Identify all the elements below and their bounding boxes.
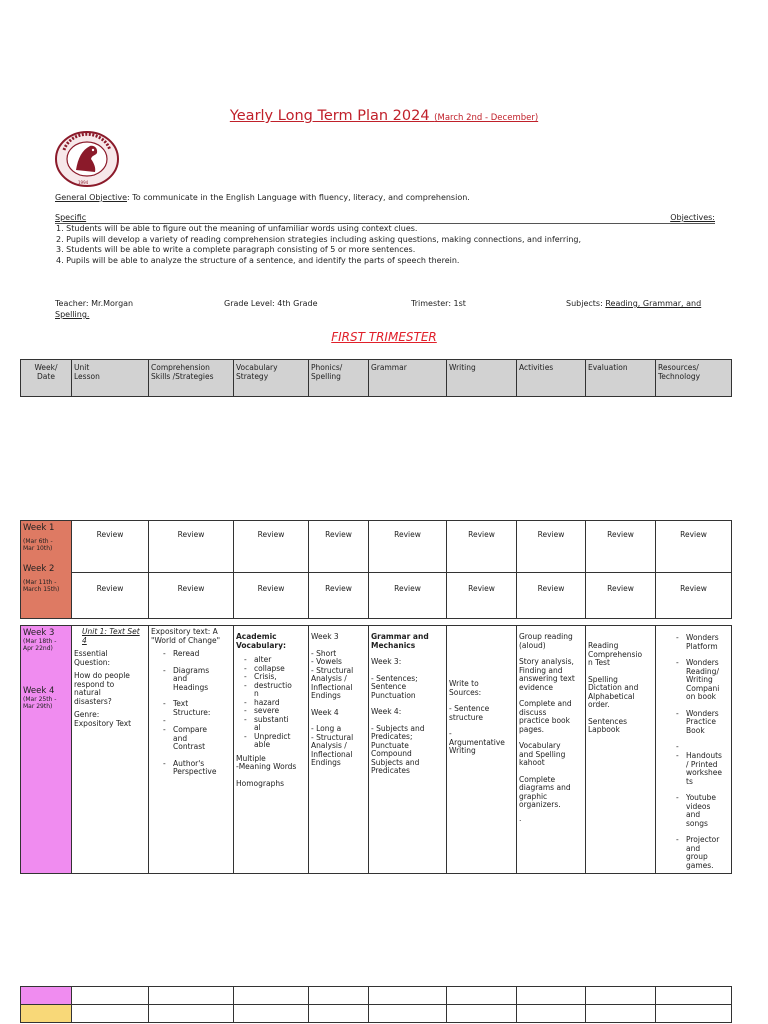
week-date: (Mar 18th - Apr 22nd) (23, 638, 57, 652)
list-item: - Wonders Practice Book (674, 710, 729, 736)
review-cell: Review (517, 521, 586, 573)
multiple-meaning-words: Multiple -Meaning Words (236, 753, 297, 771)
subjects-value: Reading, Grammar, and (605, 299, 702, 308)
subjects-label: Subjects: (566, 299, 603, 308)
vocabulary-list (236, 656, 306, 750)
school-seal-logo (54, 130, 120, 188)
phonics-week3: Week 3 (311, 632, 339, 641)
table-cell (149, 987, 234, 1005)
review-cell: Review (309, 521, 369, 573)
evaluation-cell (586, 626, 656, 874)
vocabulary-cell (234, 626, 309, 874)
list-item: - Text Structure: (161, 700, 231, 717)
writing-cell (447, 626, 517, 874)
grammar-week3: Week 3: (371, 657, 402, 666)
week-cell (21, 1005, 72, 1023)
col-header-grammar: Grammar (369, 360, 447, 397)
homographs: Homographs (236, 778, 284, 788)
table-cell (517, 987, 586, 1005)
vocabulary-title: Academic Vocabulary: (236, 632, 286, 650)
table-row (21, 987, 732, 1005)
table-cell (586, 1005, 656, 1023)
writing-argumentative: - Argumentative Writing (449, 729, 505, 755)
evaluation-item: Sentences Lapbook (588, 716, 628, 734)
review-cell: Review (656, 521, 732, 573)
objective-item: 2. Pupils will develop a variety of reading comprehension strategies including asking questions, making connections, and inferring, (56, 234, 582, 244)
lesson-weeks-table (20, 625, 732, 874)
objective-item: 3. Students will be able to write a complete paragraph consisting of 5 or more sentences. (56, 245, 416, 254)
activity-item: Complete and discuss practice book pages. (519, 699, 572, 734)
list-item: - severe (242, 707, 306, 716)
phonics-week3-items: - Short - Vowels - Structural Analysis / Inflectional Endings (311, 648, 354, 700)
week-label: Week 3 (23, 628, 55, 638)
resources-cell (656, 626, 732, 874)
list-item: - Unpredict able (242, 733, 306, 750)
col-header-vocabulary: Vocabulary Strategy (234, 360, 309, 397)
list-item: - Author's Perspective (161, 760, 231, 777)
grade-level (224, 299, 318, 310)
grade-level-word: Grade (293, 299, 318, 308)
review-weeks-table (20, 520, 732, 619)
table-cell (369, 987, 447, 1005)
table-cell (369, 1005, 447, 1023)
table-cell (234, 1005, 309, 1023)
activity-item: Vocabulary and Spelling kahoot (519, 741, 566, 767)
grammar-week4-items: - Subjects and Predicates; Punctuate Compound Subjects and Predicates (371, 723, 425, 775)
review-cell: Review (586, 521, 656, 573)
col-header-unit: Unit Lesson (72, 360, 149, 397)
table-row (21, 521, 732, 573)
evaluation-item: Spelling Dictation and Alphabetical order. (588, 674, 639, 709)
week-cell (21, 987, 72, 1005)
review-cell: Review (369, 521, 447, 573)
unit-title: Unit 1: Text Set 4 (82, 627, 140, 645)
title-date-range: (March 2nd - December) (434, 113, 539, 123)
objective-item: 4. Pupils will be able to analyze the structure of a sentence, and identify the parts of speech therein. (56, 255, 460, 265)
col-header-phonics: Phonics/ Spelling (309, 360, 369, 397)
general-objective (55, 193, 715, 204)
week-label: Week 1 (23, 523, 55, 533)
review-cell: Review (234, 521, 309, 573)
subjects (566, 299, 701, 310)
col-header-evaluation: Evaluation (586, 360, 656, 397)
next-weeks-table (20, 986, 732, 1023)
trimester-heading: FIRST TRIMESTER (331, 330, 437, 344)
grammar-cell (369, 626, 447, 874)
table-cell (656, 1005, 732, 1023)
activity-item: Complete diagrams and graphic organizers. (519, 774, 571, 809)
plan-header-table (20, 359, 732, 397)
objective-item: 1. Students will be able to figure out the meaning of unfamiliar words using context clues. (56, 224, 418, 233)
writing-sources: Write to Sources: (449, 679, 482, 697)
list-item: - Wonders Platform (674, 634, 729, 651)
list-item: - Youtube videos and songs (674, 794, 729, 828)
table-cell (586, 987, 656, 1005)
activities-cell (517, 626, 586, 874)
week-label: Week 2 (23, 564, 55, 574)
subjects-value-cont: Spelling. (55, 310, 90, 319)
list-item: - Projector and group games. (674, 836, 729, 870)
grammar-week3-items: - Sentences; Sentence Punctuation (371, 673, 418, 700)
table-row (21, 626, 732, 874)
specific-objectives-list (56, 224, 736, 266)
table-cell (517, 1005, 586, 1023)
review-cell: Review (72, 573, 149, 619)
table-cell (234, 987, 309, 1005)
review-cell: Review (656, 573, 732, 619)
evaluation-item: Reading Comprehensio n Test (588, 641, 643, 667)
title-main: Yearly Long Term Plan 2024 (229, 108, 430, 124)
genre: Genre: Expository Text (74, 710, 132, 728)
svg-text:1994: 1994 (78, 180, 89, 185)
page-title (0, 108, 768, 124)
col-header-writing: Writing (447, 360, 517, 397)
grade-level-label: Grade Level: 4th (224, 299, 291, 308)
table-cell (309, 987, 369, 1005)
review-cell: Review (72, 521, 149, 573)
table-cell (656, 987, 732, 1005)
review-cell: Review (586, 573, 656, 619)
review-cell: Review (149, 521, 234, 573)
review-cell: Review (309, 573, 369, 619)
col-header-comprehension: Comprehension Skills /Strategies (149, 360, 234, 397)
specific-objectives-heading (55, 214, 715, 224)
table-row (21, 1005, 732, 1023)
review-cell: Review (447, 521, 517, 573)
table-cell (72, 1005, 149, 1023)
table-cell (72, 987, 149, 1005)
col-header-week: Week/ Date (21, 360, 72, 397)
objectives-label: Objectives: (670, 213, 715, 222)
essential-question-label: Essential Question: (74, 649, 111, 667)
grammar-week4: Week 4: (371, 707, 402, 716)
col-header-activities: Activities (517, 360, 586, 397)
writing-sentence-structure: - Sentence structure (449, 704, 490, 722)
comprehension-intro: Expository text: A "World of Change" (151, 627, 221, 645)
table-cell (149, 1005, 234, 1023)
review-cell: Review (234, 573, 309, 619)
table-cell (447, 987, 517, 1005)
list-item: - Reread (161, 650, 231, 659)
week-date: (Mar 25th - Mar 29th) (23, 696, 57, 710)
comprehension-cell (149, 626, 234, 874)
phonics-cell (309, 626, 369, 874)
list-item: - hazard (242, 699, 306, 708)
table-cell (447, 1005, 517, 1023)
trimester-label: Trimester: 1st (411, 299, 466, 308)
activity-item: Group reading (aloud) (519, 632, 573, 650)
review-cell: Review (369, 573, 447, 619)
phonics-week4: Week 4 (311, 707, 339, 717)
table-row (21, 573, 732, 619)
specific-label: Specific (55, 213, 87, 222)
review-cell: Review (447, 573, 517, 619)
list-item: - destructio n (242, 682, 306, 699)
review-cell: Review (149, 573, 234, 619)
list-item: - Diagrams and Headings (161, 667, 231, 693)
general-objective-label: General Objective (55, 193, 128, 202)
essential-question: How do people respond to natural disasters? (74, 671, 130, 706)
phonics-week4-items: - Long a - Structural Analysis / Inflectional Endings (311, 724, 354, 767)
week-label: Week 4 (23, 686, 55, 696)
table-cell (309, 1005, 369, 1023)
activity-item: Story analysis, Finding and answering text evidence (519, 657, 575, 692)
grammar-title: Grammar and Mechanics (371, 632, 429, 650)
list-item: - Compare and Contrast (161, 726, 231, 752)
comprehension-list (151, 650, 231, 777)
list-item: - substanti al (242, 716, 306, 733)
list-item: - Handouts / Printed workshee ts (674, 752, 729, 786)
week-cell (21, 626, 72, 874)
general-objective-text: : To communicate in the English Language with fluency, literacy, and comprehension. (127, 193, 470, 202)
week-date: (Mar 11th - March 15th) (23, 579, 60, 593)
unit-lesson-cell (72, 626, 149, 874)
list-item: - Crisis, (242, 673, 306, 682)
week-date: (Mar 6th - Mar 10th) (23, 538, 53, 552)
list-item: - collapse (242, 665, 306, 674)
week-cell (21, 521, 72, 619)
list-item: - Wonders Reading/ Writing Compani on book (674, 659, 729, 702)
activity-item: . (519, 813, 522, 823)
teacher-name: Teacher: Mr.Morgan (55, 299, 134, 308)
col-header-resources: Resources/ Technology (656, 360, 732, 397)
resources-list (658, 634, 729, 870)
review-cell: Review (517, 573, 586, 619)
list-item: - alter (242, 656, 306, 665)
